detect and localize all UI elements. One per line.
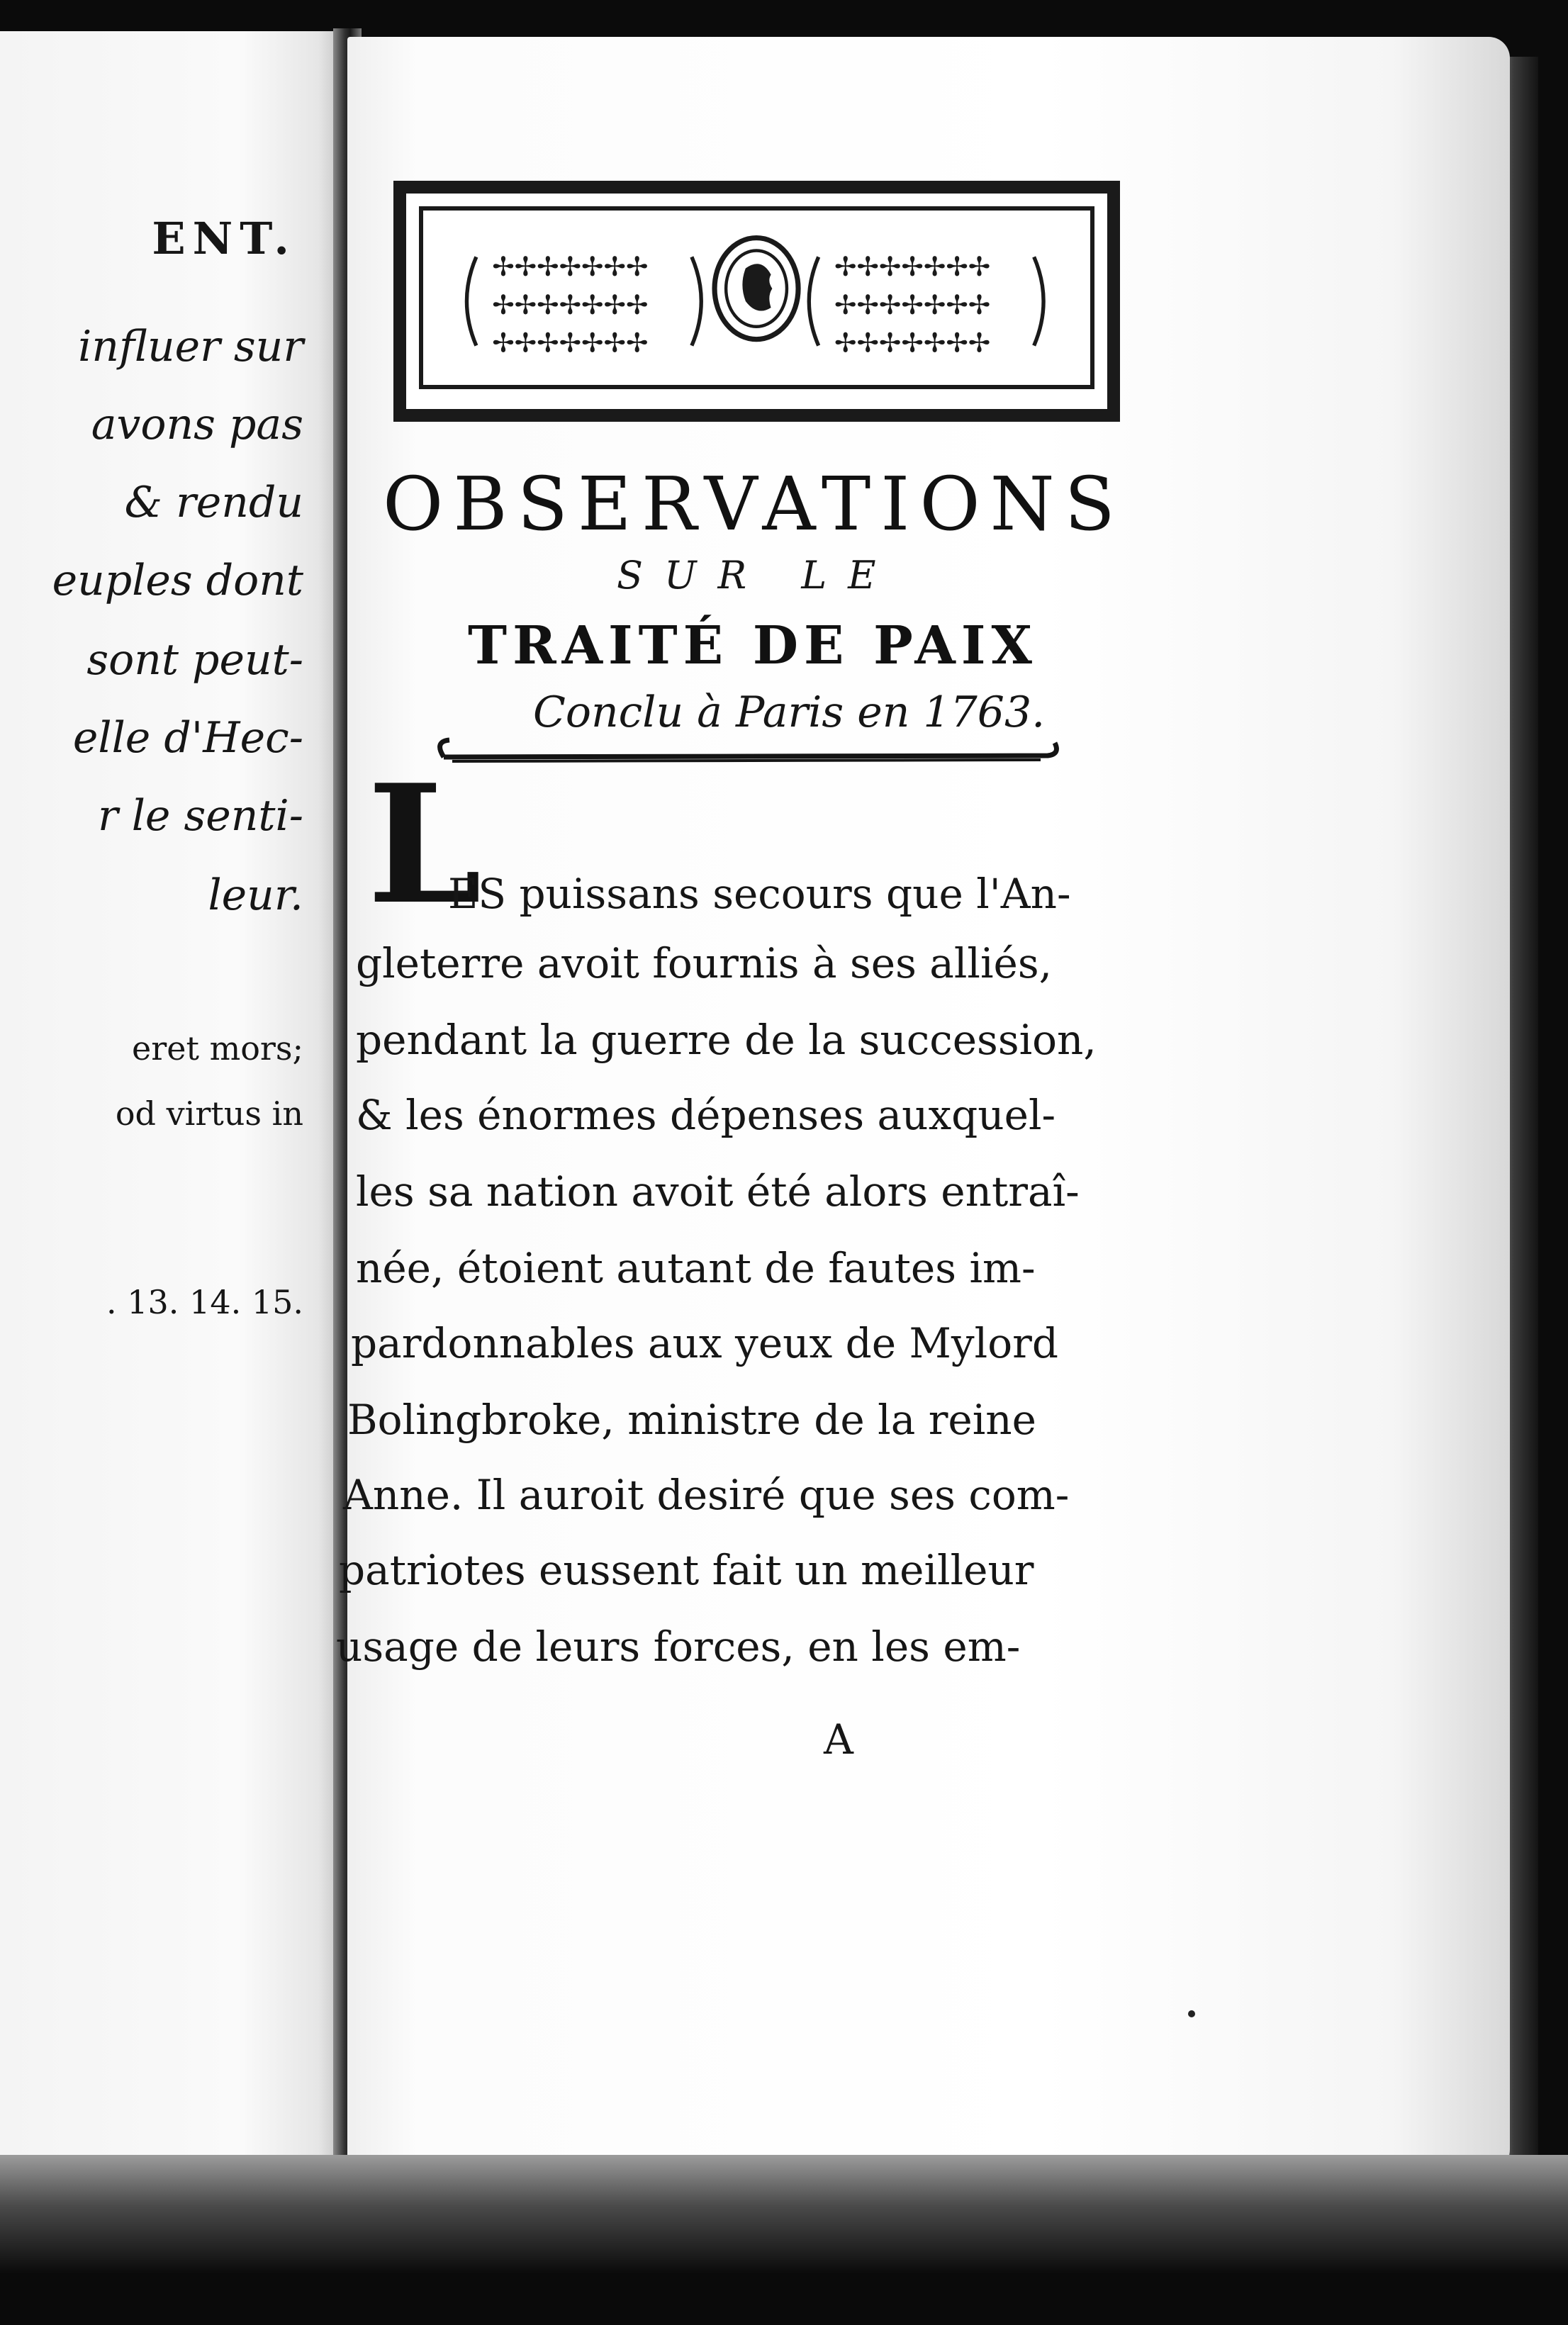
left-page-line: influer sur <box>78 322 303 371</box>
body-text-line: usage de leurs forces, en les em- <box>336 1623 1021 1671</box>
ornament-pattern-icon <box>406 194 1107 409</box>
svg-text:✢✢✢✢✢✢✢: ✢✢✢✢✢✢✢ <box>492 251 649 283</box>
left-page-line: r le senti- <box>97 791 303 841</box>
svg-text:✢✢✢✢✢✢✢: ✢✢✢✢✢✢✢ <box>834 327 991 359</box>
body-text-line: gleterre avoit fournis à ses alliés, <box>356 939 1053 987</box>
page-title: OBSERVATIONS <box>383 461 1125 547</box>
left-page-line: sont peut- <box>86 635 303 685</box>
body-text-line: ES puissans secours que l'An- <box>448 870 1071 918</box>
page-edge-bottom <box>0 2155 1568 2325</box>
left-page-footnote: . 13. 14. 15. <box>106 1283 303 1321</box>
left-page <box>0 31 346 2158</box>
body-text-line: & les énormes dépenses auxquel- <box>356 1091 1056 1139</box>
left-page-line: avons pas <box>91 400 303 449</box>
left-page-verse-line: eret mors; <box>132 1029 303 1068</box>
left-page-line: & rendu <box>124 478 303 527</box>
body-text-line: patriotes eussent fait un meilleur <box>339 1546 1034 1594</box>
ornamental-rule <box>431 736 1062 771</box>
page-subtitle: TRAITÉ DE PAIX <box>468 615 1038 676</box>
body-text-line: née, étoient autant de fautes im- <box>356 1244 1036 1292</box>
headpiece-ornament <box>393 181 1120 422</box>
title-connector: SUR LE <box>617 553 897 598</box>
svg-text:✢✢✢✢✢✢✢: ✢✢✢✢✢✢✢ <box>492 288 649 320</box>
body-text-line: les sa nation avoit été alors entraî- <box>356 1167 1080 1216</box>
body-text-line: pendant la guerre de la succession, <box>356 1016 1097 1064</box>
svg-text:✢✢✢✢✢✢✢: ✢✢✢✢✢✢✢ <box>834 288 991 320</box>
concluded-line: Conclu à Paris en 1763. <box>533 688 1046 737</box>
left-page-verse-line: od virtus in <box>115 1094 303 1133</box>
body-text-line: pardonnables aux yeux de Mylord <box>351 1319 1059 1367</box>
left-page-line: euples dont <box>52 556 303 605</box>
svg-text:✢✢✢✢✢✢✢: ✢✢✢✢✢✢✢ <box>492 327 649 359</box>
body-text-line: Anne. Il auroit desiré que ses com- <box>343 1471 1070 1519</box>
left-page-header: ENT. <box>152 213 296 264</box>
left-page-line: elle d'Hec- <box>72 713 303 763</box>
paper-speck <box>1188 2010 1195 2017</box>
left-page-line: leur. <box>208 870 303 920</box>
signature-mark: A <box>824 1715 853 1764</box>
body-text-line: Bolingbroke, ministre de la reine <box>347 1396 1036 1444</box>
drop-cap: L <box>367 749 482 941</box>
svg-text:✢✢✢✢✢✢✢: ✢✢✢✢✢✢✢ <box>834 251 991 283</box>
